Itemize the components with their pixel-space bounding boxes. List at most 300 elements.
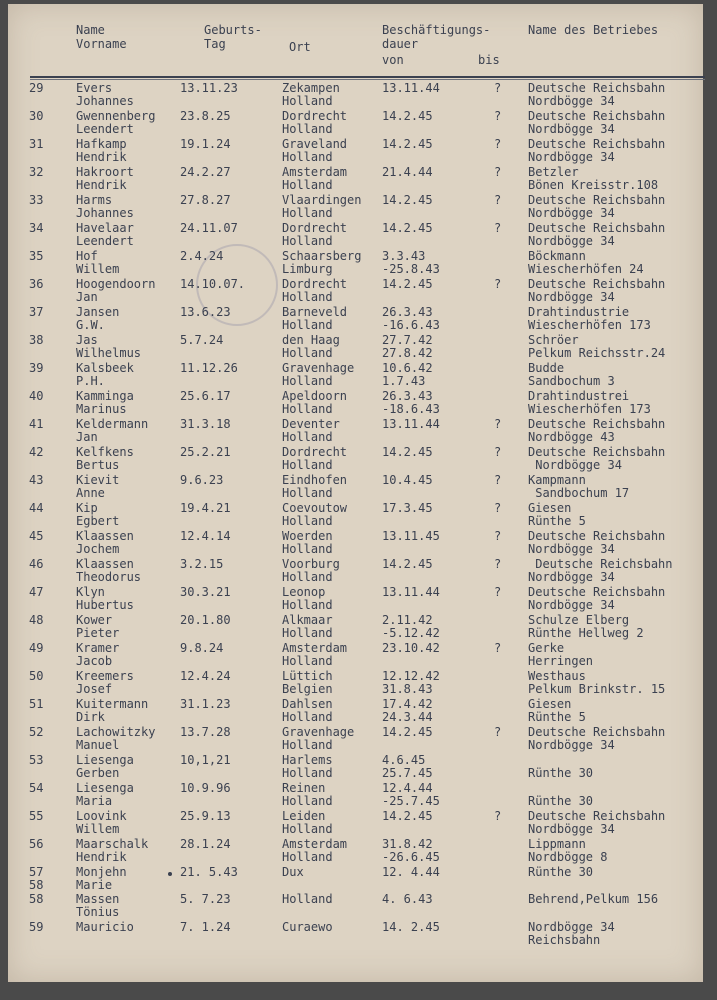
person-surname: Mauricio bbox=[76, 920, 134, 934]
unknown-mark: ? bbox=[494, 137, 502, 151]
birth-date: 12.4.24 bbox=[180, 669, 231, 683]
company-address: Pelkum Reichsstr.24 bbox=[528, 346, 666, 360]
table-row bbox=[8, 558, 703, 586]
header-geburts: Geburts- bbox=[204, 23, 262, 37]
person-firstname: Johannes bbox=[76, 206, 134, 220]
person-surname: Massen bbox=[76, 892, 120, 906]
header-rule bbox=[30, 76, 705, 78]
employment-from: 27.7.42 bbox=[382, 333, 433, 347]
employment-from: 21.4.44 bbox=[382, 165, 433, 179]
company-address: Pelkum Brinkstr. 15 bbox=[528, 682, 666, 696]
unknown-mark: ? bbox=[494, 725, 502, 739]
company-address: Rünthe 30 bbox=[528, 794, 594, 808]
place-country: Holland bbox=[282, 794, 333, 808]
employment-until: -18.6.43 bbox=[382, 402, 440, 416]
person-firstname: Willem bbox=[76, 822, 120, 836]
employment-from: 17.3.45 bbox=[382, 501, 433, 515]
person-surname: Hakroort bbox=[76, 165, 134, 179]
row-number: 59 bbox=[29, 920, 44, 934]
person-surname: Kievit bbox=[76, 473, 120, 487]
person-firstname: Josef bbox=[76, 682, 113, 696]
person-firstname: Bertus bbox=[76, 458, 120, 472]
company-name: Deutsche Reichsbahn bbox=[528, 529, 666, 543]
table-row bbox=[8, 921, 703, 949]
company-name: Rünthe 30 bbox=[528, 865, 594, 879]
company-name: Schulze Elberg bbox=[528, 613, 630, 627]
table-row bbox=[8, 306, 703, 334]
place-country: Holland bbox=[282, 570, 333, 584]
place-country: Holland bbox=[282, 206, 333, 220]
row-number: 52 bbox=[29, 725, 44, 739]
company-address: Sandbochum 17 bbox=[528, 486, 630, 500]
table-row bbox=[8, 810, 703, 838]
company-name: Behrend,Pelkum 156 bbox=[528, 892, 659, 906]
table-row bbox=[8, 502, 703, 530]
company-name: Gerke bbox=[528, 641, 565, 655]
table-row bbox=[8, 893, 703, 921]
person-surname: Monjehn bbox=[76, 865, 127, 879]
header-bis: bis bbox=[478, 53, 500, 67]
employment-from: 14.2.45 bbox=[382, 725, 433, 739]
table-row bbox=[8, 194, 703, 222]
unknown-mark: ? bbox=[494, 221, 502, 235]
birth-date: 13.7.28 bbox=[180, 725, 231, 739]
employment-from: 14.2.45 bbox=[382, 557, 433, 571]
place-city: Amsterdam bbox=[282, 165, 348, 179]
person-surname: Kip bbox=[76, 501, 98, 515]
company-name: Böckmann bbox=[528, 249, 586, 263]
company-name: Budde bbox=[528, 361, 565, 375]
employment-from: 12. 4.44 bbox=[382, 865, 440, 879]
row-number: 47 bbox=[29, 585, 44, 599]
employment-until: -5.12.42 bbox=[382, 626, 440, 640]
employment-from: 26.3.43 bbox=[382, 389, 433, 403]
table-row bbox=[8, 726, 703, 754]
employment-from: 14.2.45 bbox=[382, 445, 433, 459]
company-address: Nordbögge 34 bbox=[528, 570, 615, 584]
person-surname: Klaassen bbox=[76, 557, 134, 571]
birth-date: 5. 7.23 bbox=[180, 892, 231, 906]
unknown-mark: ? bbox=[494, 641, 502, 655]
unknown-mark: ? bbox=[494, 557, 502, 571]
place-city: Amsterdam bbox=[282, 837, 348, 851]
person-firstname: Egbert bbox=[76, 514, 120, 528]
person-surname: Kuitermann bbox=[76, 697, 149, 711]
place-city: Schaarsberg bbox=[282, 249, 362, 263]
employment-from: 4. 6.43 bbox=[382, 892, 433, 906]
person-firstname: Marinus bbox=[76, 402, 127, 416]
company-name: Deutsche Reichsbahn bbox=[528, 221, 666, 235]
person-firstname: Theodorus bbox=[76, 570, 142, 584]
row-number: 50 bbox=[29, 669, 44, 683]
person-firstname: Gerben bbox=[76, 766, 120, 780]
unknown-mark: ? bbox=[494, 109, 502, 123]
place-country: Holland bbox=[282, 346, 333, 360]
person-surname: Loovink bbox=[76, 809, 127, 823]
row-number: 54 bbox=[29, 781, 44, 795]
company-address: Rünthe 30 bbox=[528, 766, 594, 780]
row-number: 58 bbox=[29, 892, 44, 906]
unknown-mark: ? bbox=[494, 445, 502, 459]
person-firstname: Manuel bbox=[76, 738, 120, 752]
company-address: Nordbögge 34 bbox=[528, 94, 615, 108]
birth-date: 13.11.23 bbox=[180, 81, 238, 95]
row-number: 44 bbox=[29, 501, 44, 515]
place-country: Holland bbox=[282, 486, 333, 500]
birth-date: 14.10.07. bbox=[180, 277, 246, 291]
place-country: Holland bbox=[282, 514, 333, 528]
company-name: Deutsche Reichsbahn bbox=[528, 585, 666, 599]
row-number: 43 bbox=[29, 473, 44, 487]
company-address: Nordbögge 34 bbox=[528, 458, 622, 472]
row-number: 58 bbox=[29, 878, 44, 892]
unknown-mark: ? bbox=[494, 473, 502, 487]
table-row bbox=[8, 110, 703, 138]
ink-dot bbox=[168, 872, 172, 876]
birth-date: 3.2.15 bbox=[180, 557, 224, 571]
company-address: Bönen Kreisstr.108 bbox=[528, 178, 659, 192]
person-surname: Kelfkens bbox=[76, 445, 134, 459]
employment-from: 14.2.45 bbox=[382, 109, 433, 123]
table-row bbox=[8, 82, 703, 110]
person-surname: Kalsbeek bbox=[76, 361, 134, 375]
row-number: 35 bbox=[29, 249, 44, 263]
employment-until: -16.6.43 bbox=[382, 318, 440, 332]
row-number: 34 bbox=[29, 221, 44, 235]
birth-date: 10,1,21 bbox=[180, 753, 231, 767]
company-name: Betzler bbox=[528, 165, 579, 179]
employment-until: 24.3.44 bbox=[382, 710, 433, 724]
place-city: Holland bbox=[282, 892, 333, 906]
place-country: Holland bbox=[282, 626, 333, 640]
place-city: Harlems bbox=[282, 753, 333, 767]
company-name: Deutsche Reichsbahn bbox=[528, 81, 666, 95]
person-firstname: Hendrik bbox=[76, 850, 127, 864]
header-von: von bbox=[382, 53, 404, 67]
row-number: 53 bbox=[29, 753, 44, 767]
place-country: Holland bbox=[282, 822, 333, 836]
place-city: den Haag bbox=[282, 333, 340, 347]
table-row bbox=[8, 754, 703, 782]
company-address: Wiescherhöfen 24 bbox=[528, 262, 644, 276]
unknown-mark: ? bbox=[494, 585, 502, 599]
company-name: Giesen bbox=[528, 697, 572, 711]
table-row bbox=[8, 586, 703, 614]
place-country: Holland bbox=[282, 234, 333, 248]
birth-date: 27.8.27 bbox=[180, 193, 231, 207]
place-city: Dahlsen bbox=[282, 697, 333, 711]
employment-from: 12.12.42 bbox=[382, 669, 440, 683]
birth-date: 25.9.13 bbox=[180, 809, 231, 823]
birth-date: 28.1.24 bbox=[180, 837, 231, 851]
row-number: 32 bbox=[29, 165, 44, 179]
company-name: Deutsche Reichsbahn bbox=[528, 137, 666, 151]
row-number: 37 bbox=[29, 305, 44, 319]
employment-from: 13.11.44 bbox=[382, 585, 440, 599]
person-firstname: Dirk bbox=[76, 710, 105, 724]
row-number: 46 bbox=[29, 557, 44, 571]
employment-until: 25.7.45 bbox=[382, 766, 433, 780]
birth-date: 7. 1.24 bbox=[180, 920, 231, 934]
row-number: 55 bbox=[29, 809, 44, 823]
place-city: Leonop bbox=[282, 585, 326, 599]
company-name: Giesen bbox=[528, 501, 572, 515]
person-firstname: Jan bbox=[76, 290, 98, 304]
place-city: Alkmaar bbox=[282, 613, 333, 627]
person-firstname: Jan bbox=[76, 430, 98, 444]
employment-from: 14.2.45 bbox=[382, 809, 433, 823]
table-row bbox=[8, 362, 703, 390]
birth-date: 12.4.14 bbox=[180, 529, 231, 543]
row-number: 56 bbox=[29, 837, 44, 851]
company-name: Deutsche Reichsbahn bbox=[528, 809, 666, 823]
employment-from: 23.10.42 bbox=[382, 641, 440, 655]
employment-from: 13.11.44 bbox=[382, 81, 440, 95]
place-city: Deventer bbox=[282, 417, 340, 431]
birth-date: 9.6.23 bbox=[180, 473, 224, 487]
company-name: Schröer bbox=[528, 333, 579, 347]
place-city: Dux bbox=[282, 865, 304, 879]
company-address: Rünthe 5 bbox=[528, 710, 586, 724]
person-surname: Klyn bbox=[76, 585, 105, 599]
birth-date: 31.3.18 bbox=[180, 417, 231, 431]
row-number: 41 bbox=[29, 417, 44, 431]
employment-from: 4.6.45 bbox=[382, 753, 426, 767]
company-address: Nordbögge 8 bbox=[528, 850, 608, 864]
place-city: Gravenhage bbox=[282, 361, 355, 375]
company-name: Deutsche Reichsbahn bbox=[528, 445, 666, 459]
place-country: Holland bbox=[282, 766, 333, 780]
table-row bbox=[8, 250, 703, 278]
place-country: Holland bbox=[282, 654, 333, 668]
person-surname: Marie bbox=[76, 878, 113, 892]
table-row bbox=[8, 530, 703, 558]
place-country: Holland bbox=[282, 402, 333, 416]
employment-until: 31.8.43 bbox=[382, 682, 433, 696]
person-firstname: Johannes bbox=[76, 94, 134, 108]
person-surname: Hoogendoorn bbox=[76, 277, 156, 291]
table-row bbox=[8, 278, 703, 306]
employment-from: 14.2.45 bbox=[382, 221, 433, 235]
employment-until: -25.8.43 bbox=[382, 262, 440, 276]
header-rule-secondary bbox=[30, 79, 705, 80]
table-row bbox=[8, 698, 703, 726]
place-city: Coevoutow bbox=[282, 501, 348, 515]
place-country: Holland bbox=[282, 94, 333, 108]
company-address: Nordbögge 34 bbox=[528, 542, 615, 556]
employment-from: 14. 2.45 bbox=[382, 920, 440, 934]
company-name: Deutsche Reichsbahn bbox=[528, 109, 666, 123]
row-number: 49 bbox=[29, 641, 44, 655]
place-country: Holland bbox=[282, 598, 333, 612]
place-city: Gravenhage bbox=[282, 725, 355, 739]
birth-date: 21. 5.43 bbox=[180, 865, 238, 879]
person-surname: Liesenga bbox=[76, 781, 134, 795]
person-firstname: Maria bbox=[76, 794, 113, 808]
birth-date: 31.1.23 bbox=[180, 697, 231, 711]
table-row bbox=[8, 390, 703, 418]
company-address: Nordbögge 43 bbox=[528, 430, 615, 444]
place-country: Holland bbox=[282, 178, 333, 192]
company-name: Deutsche Reichsbahn bbox=[528, 557, 673, 571]
row-number: 45 bbox=[29, 529, 44, 543]
person-surname: Harms bbox=[76, 193, 113, 207]
employment-from: 17.4.42 bbox=[382, 697, 433, 711]
unknown-mark: ? bbox=[494, 809, 502, 823]
person-firstname: Leendert bbox=[76, 122, 134, 136]
employment-until: -26.6.45 bbox=[382, 850, 440, 864]
birth-date: 25.6.17 bbox=[180, 389, 231, 403]
company-address: Rünthe Hellweg 2 bbox=[528, 626, 644, 640]
person-surname: Kower bbox=[76, 613, 113, 627]
place-country: Holland bbox=[282, 122, 333, 136]
table-row bbox=[8, 614, 703, 642]
place-city: Dordrecht bbox=[282, 221, 348, 235]
document-page bbox=[8, 4, 703, 982]
table-row bbox=[8, 670, 703, 698]
person-firstname: Leendert bbox=[76, 234, 134, 248]
person-surname: Evers bbox=[76, 81, 113, 95]
place-country: Holland bbox=[282, 710, 333, 724]
company-address: Nordbögge 34 bbox=[528, 234, 615, 248]
company-address: Wiescherhöfen 173 bbox=[528, 402, 651, 416]
person-surname: Hafkamp bbox=[76, 137, 127, 151]
birth-date: 19.4.21 bbox=[180, 501, 231, 515]
employment-from: 10.4.45 bbox=[382, 473, 433, 487]
person-firstname: Hendrik bbox=[76, 178, 127, 192]
header-name: Name bbox=[76, 23, 105, 37]
person-surname: Maarschalk bbox=[76, 837, 149, 851]
place-city: Reinen bbox=[282, 781, 326, 795]
table-row bbox=[8, 642, 703, 670]
row-number: 33 bbox=[29, 193, 44, 207]
place-city: Dordrecht bbox=[282, 277, 348, 291]
unknown-mark: ? bbox=[494, 501, 502, 515]
birth-date: 23.8.25 bbox=[180, 109, 231, 123]
company-address: Nordbögge 34 bbox=[528, 150, 615, 164]
place-city: Vlaardingen bbox=[282, 193, 362, 207]
place-city: Dordrecht bbox=[282, 445, 348, 459]
place-city: Leiden bbox=[282, 809, 326, 823]
place-country: Holland bbox=[282, 430, 333, 444]
company-name: Drahtindustrie bbox=[528, 305, 630, 319]
company-address: Sandbochum 3 bbox=[528, 374, 615, 388]
company-name: Drahtindustrei bbox=[528, 389, 630, 403]
company-address: Nordbögge 34 bbox=[528, 738, 615, 752]
place-city: Voorburg bbox=[282, 557, 340, 571]
place-country: Holland bbox=[282, 738, 333, 752]
person-firstname: Hubertus bbox=[76, 598, 134, 612]
birth-date: 11.12.26 bbox=[180, 361, 238, 375]
place-city: Curaewo bbox=[282, 920, 333, 934]
row-number: 36 bbox=[29, 277, 44, 291]
row-number: 42 bbox=[29, 445, 44, 459]
person-firstname: Pieter bbox=[76, 626, 120, 640]
employment-from: 10.6.42 bbox=[382, 361, 433, 375]
employment-from: 3.3.43 bbox=[382, 249, 426, 263]
employment-until: 27.8.42 bbox=[382, 346, 433, 360]
company-name: Deutsche Reichsbahn bbox=[528, 417, 666, 431]
place-country: Holland bbox=[282, 318, 333, 332]
header-beschaeftigung: Beschäftigungs- bbox=[382, 23, 491, 37]
place-city: Eindhofen bbox=[282, 473, 348, 487]
row-number: 30 bbox=[29, 109, 44, 123]
table-row bbox=[8, 474, 703, 502]
person-surname: Jansen bbox=[76, 305, 120, 319]
person-surname: Kamminga bbox=[76, 389, 134, 403]
birth-date: 24.11.07 bbox=[180, 221, 238, 235]
person-surname: Klaassen bbox=[76, 529, 134, 543]
company-address: Rünthe 5 bbox=[528, 514, 586, 528]
person-firstname: Willem bbox=[76, 262, 120, 276]
place-country: Limburg bbox=[282, 262, 333, 276]
company-address: Nordbögge 34 bbox=[528, 290, 615, 304]
place-city: Lüttich bbox=[282, 669, 333, 683]
company-address: Herringen bbox=[528, 654, 594, 668]
table-row bbox=[8, 418, 703, 446]
person-surname: Kramer bbox=[76, 641, 120, 655]
table-row bbox=[8, 334, 703, 362]
table-row bbox=[8, 138, 703, 166]
birth-date: 10.9.96 bbox=[180, 781, 231, 795]
place-city: Apeldoorn bbox=[282, 389, 348, 403]
unknown-mark: ? bbox=[494, 193, 502, 207]
company-address: Nordbögge 34 bbox=[528, 598, 615, 612]
unknown-mark: ? bbox=[494, 417, 502, 431]
birth-date: 30.3.21 bbox=[180, 585, 231, 599]
birth-date: 9.8.24 bbox=[180, 641, 224, 655]
row-number: 31 bbox=[29, 137, 44, 151]
header-tag: Tag bbox=[204, 37, 226, 51]
place-country: Holland bbox=[282, 850, 333, 864]
place-city: Zekampen bbox=[282, 81, 340, 95]
row-number: 48 bbox=[29, 613, 44, 627]
company-name: Nordbögge 34 bbox=[528, 920, 615, 934]
birth-date: 24.2.27 bbox=[180, 165, 231, 179]
company-address: Nordbögge 34 bbox=[528, 206, 615, 220]
person-surname: Jas bbox=[76, 333, 98, 347]
person-firstname: Hendrik bbox=[76, 150, 127, 164]
person-firstname: Wilhelmus bbox=[76, 346, 142, 360]
place-country: Belgien bbox=[282, 682, 333, 696]
birth-date: 19.1.24 bbox=[180, 137, 231, 151]
company-name: Deutsche Reichsbahn bbox=[528, 277, 666, 291]
birth-date: 2.4.24 bbox=[180, 249, 224, 263]
birth-date: 5.7.24 bbox=[180, 333, 224, 347]
table-row bbox=[8, 446, 703, 474]
person-firstname: Jacob bbox=[76, 654, 113, 668]
person-surname: Keldermann bbox=[76, 417, 149, 431]
header-dauer: dauer bbox=[382, 37, 419, 51]
person-firstname: P.H. bbox=[76, 374, 105, 388]
place-country: Holland bbox=[282, 542, 333, 556]
person-firstname: Tönius bbox=[76, 905, 120, 919]
birth-date: 20.1.80 bbox=[180, 613, 231, 627]
row-number: 57 bbox=[29, 865, 44, 879]
table-row bbox=[8, 222, 703, 250]
unknown-mark: ? bbox=[494, 81, 502, 95]
employment-from: 14.2.45 bbox=[382, 277, 433, 291]
place-country: Holland bbox=[282, 458, 333, 472]
employment-until: 1.7.43 bbox=[382, 374, 426, 388]
company-name: Deutsche Reichsbahn bbox=[528, 193, 666, 207]
place-country: Holland bbox=[282, 150, 333, 164]
person-firstname: G.W. bbox=[76, 318, 105, 332]
row-number: 39 bbox=[29, 361, 44, 375]
place-city: Amsterdam bbox=[282, 641, 348, 655]
company-name: Westhaus bbox=[528, 669, 586, 683]
employment-from: 2.11.42 bbox=[382, 613, 433, 627]
